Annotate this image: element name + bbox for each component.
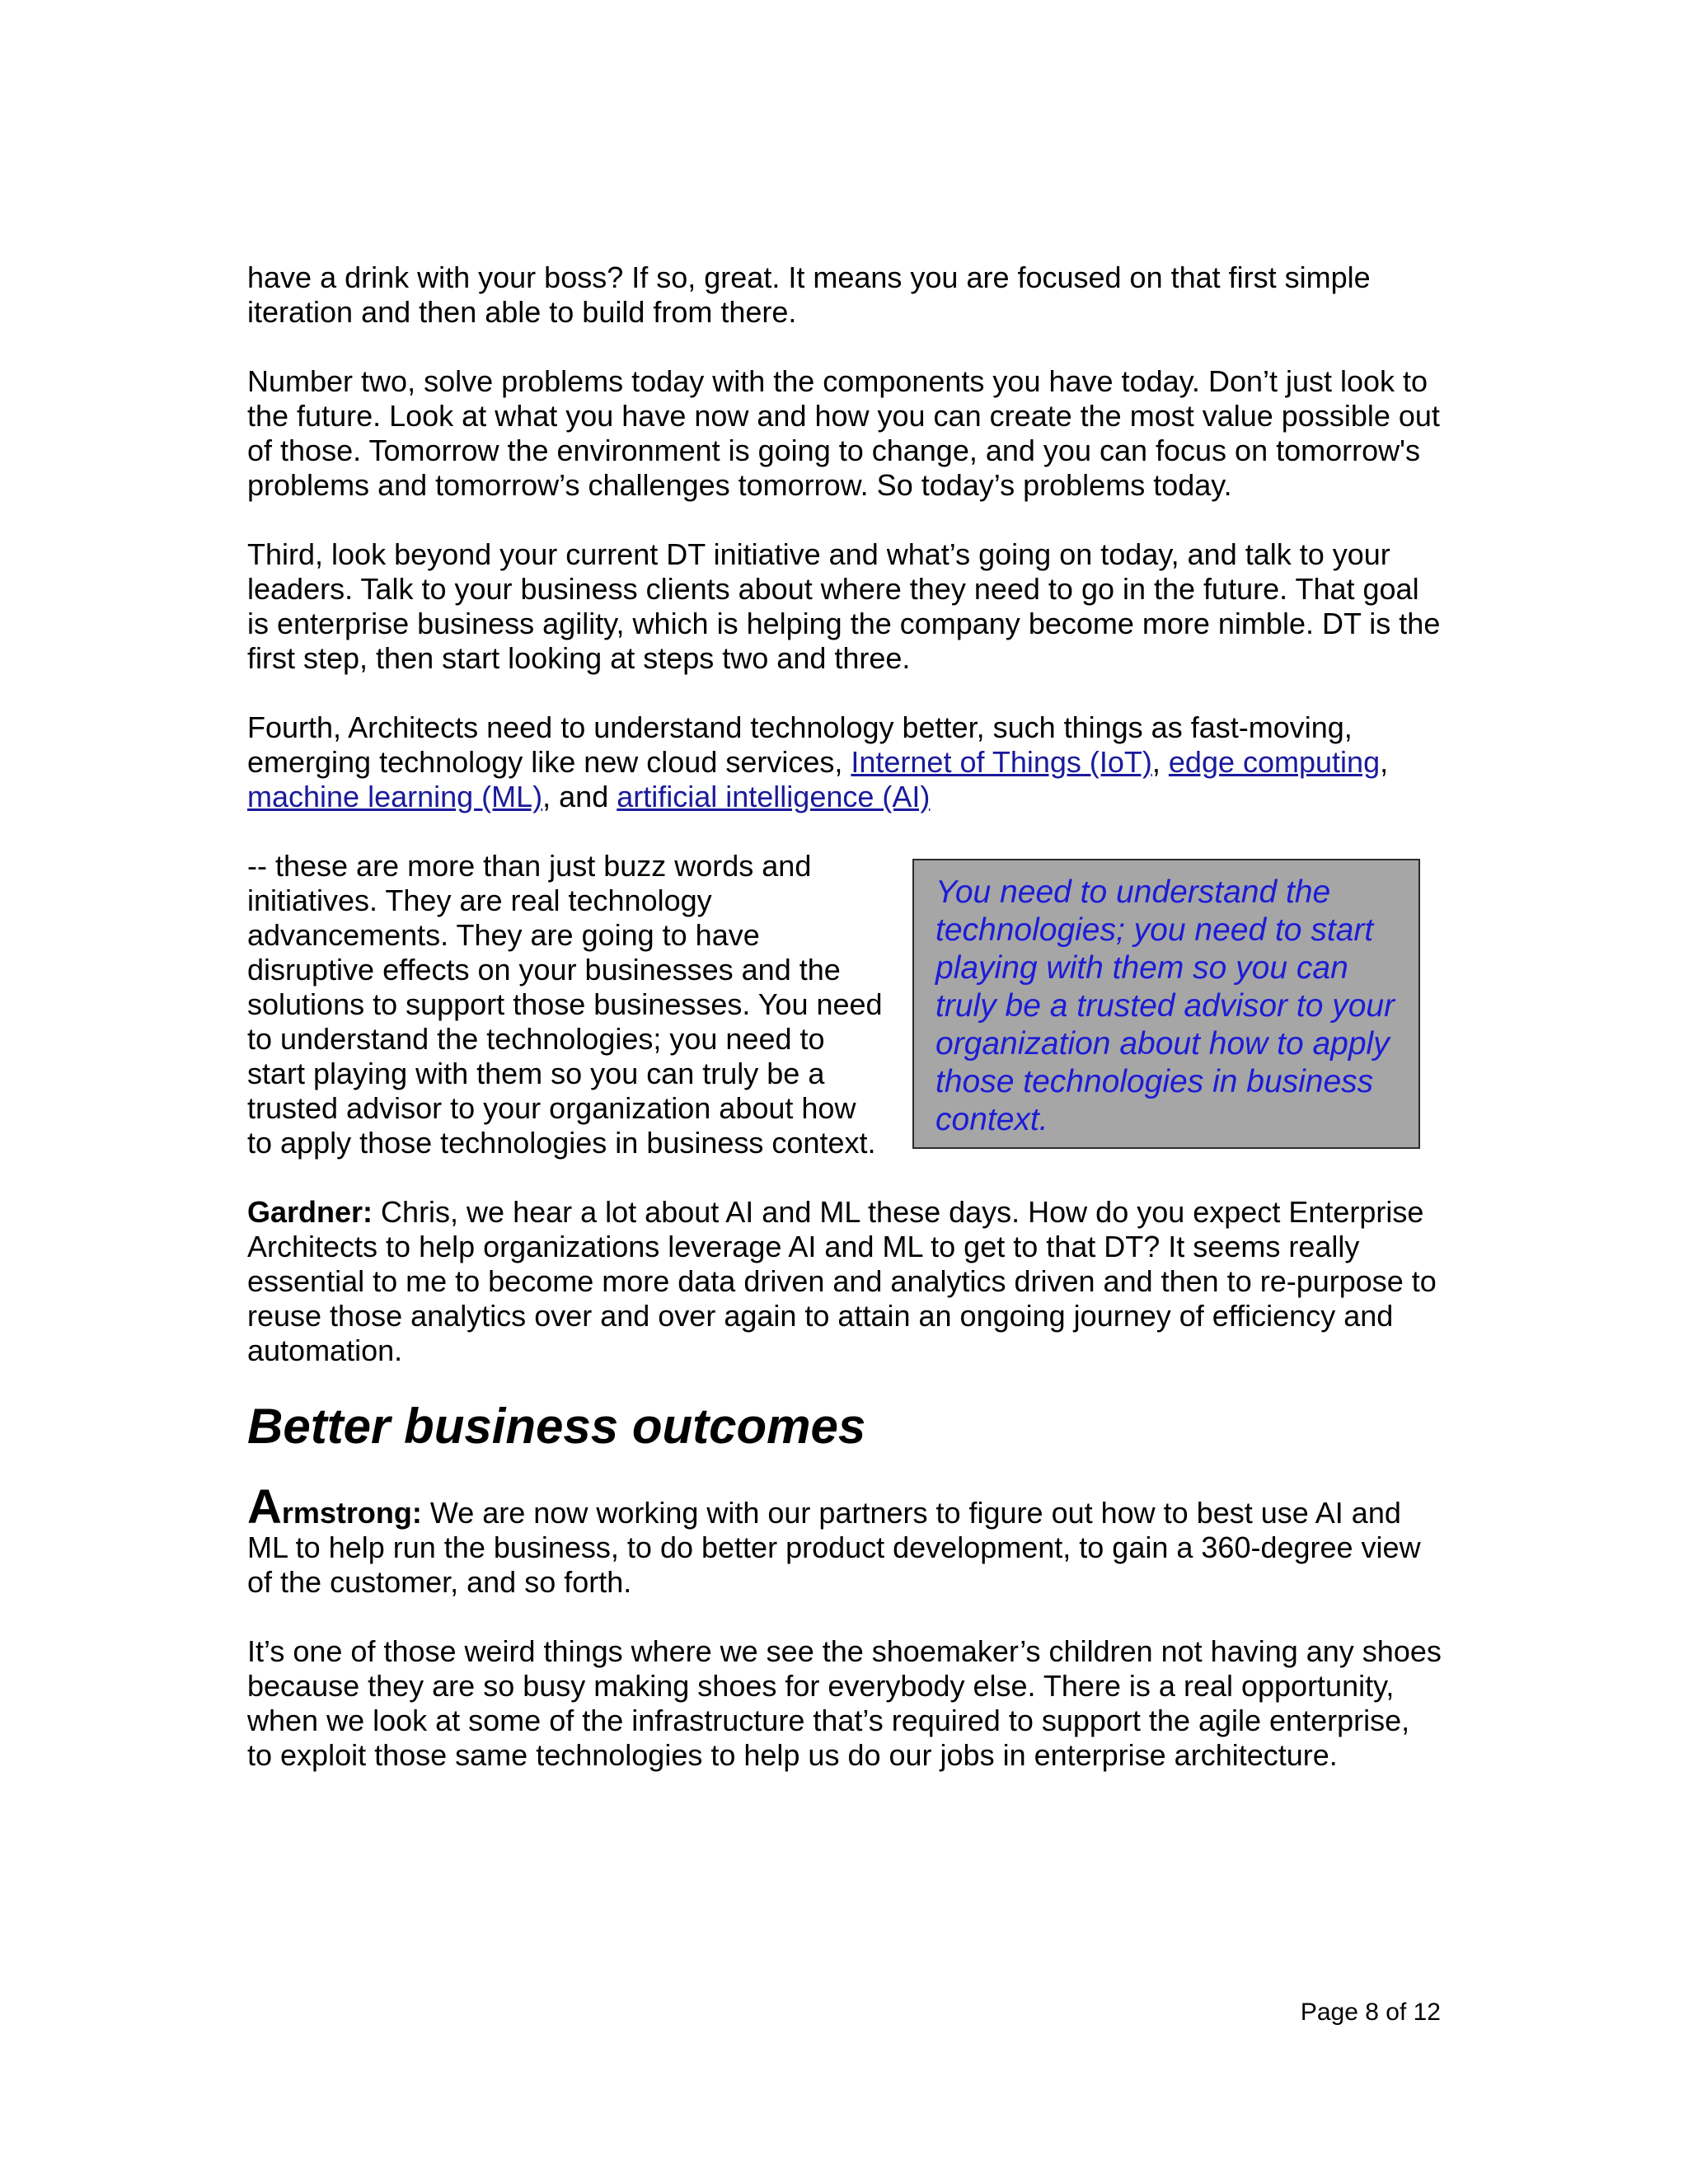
fourth-rest-text: -- these are more than just buzz words and initiatives. They are real technology advancements. They are going to have disruptive effects on your businesses and the solutions to support those businesses. You need to understand the technologies; you need to start playing with them so you can truly be a trusted advisor to your organization about how to apply those technologies in business context.: [247, 849, 883, 1160]
link-artificial-intelligence[interactable]: artificial intelligence (AI): [617, 780, 931, 813]
paragraph-gardner-question: [247, 1195, 1442, 1368]
separator-comma: ,: [1151, 745, 1169, 779]
paragraph-third: Third, look beyond your current DT initiative and what’s going on today, and talk to your leaders. Talk to your business clients about where they need to go in the future. That goal is enterprise business agility, which is helping the company become more nimble. DT is the first step, then start looking at steps two and three.: [247, 537, 1441, 675]
speaker-name: Gardner:: [247, 1195, 373, 1229]
paragraph-drink-with-boss: have a drink with your boss? If so, great. It means you are focused on that first simple iteration and then able to build from there.: [247, 260, 1371, 329]
link-edge-computing[interactable]: edge computing: [1168, 745, 1381, 779]
article-body: [247, 260, 1442, 1807]
pull-quote: You need to understand the technologies; you need to start playing with them so you can truly be a trusted advisor to your organization about how to apply those technologies in business context.: [912, 859, 1420, 1149]
paragraph-number-two: Number two, solve problems today with the components you have today. Don’t just look to the future. Look at what you have now and how you can create the most value possible out of those. Tomorrow the environment is going to change, and you can focus on tomorrow's problems and tomorrow’s challenges tomorrow. So today’s problems today.: [247, 364, 1440, 502]
link-machine-learning[interactable]: machine learning (ML): [247, 780, 543, 813]
paragraph-shoemaker: It’s one of those weird things where we see the shoemaker’s children not having any shoes because they are so busy making shoes for everybody else. There is a real opportunity, when we look at some of the infrastructure that’s required to support the agile enterprise, to exploit those same technologies to help us do our jobs in enterprise architecture.: [247, 1634, 1442, 1772]
fourth-intro-text: Fourth, Architects need to understand technology better, such things as fast-moving, emerging technology like new cloud services,: [247, 710, 1353, 779]
paragraph-fourth: [247, 710, 1442, 814]
paragraph-armstrong-answer: [247, 1480, 1442, 1600]
page-number: Page 8 of 12: [1300, 1999, 1441, 2026]
gardner-question-text: Chris, we hear a lot about AI and ML these days. How do you expect Enterprise Architects to help organizations leverage AI and ML to get to that DT? It seems really essential to me to become more data driven and analytics driven and then to re-purpose to reuse those analytics over and over again to attain an ongoing journey of efficiency and automation.: [247, 1195, 1437, 1367]
separator-and: , and: [542, 780, 617, 813]
drop-cap: A: [247, 1480, 282, 1534]
armstrong-answer-text: We are now working with our partners to figure out how to best use AI and ML to help run the business, to do better product development, to gain a 360-degree view of the customer, and so forth.: [247, 1496, 1421, 1599]
link-internet-of-things[interactable]: Internet of Things (IoT): [851, 745, 1152, 779]
section-heading: Better business outcomes: [247, 1399, 866, 1454]
separator-comma: ,: [1380, 745, 1389, 779]
speaker-name: rmstrong:: [281, 1496, 422, 1530]
